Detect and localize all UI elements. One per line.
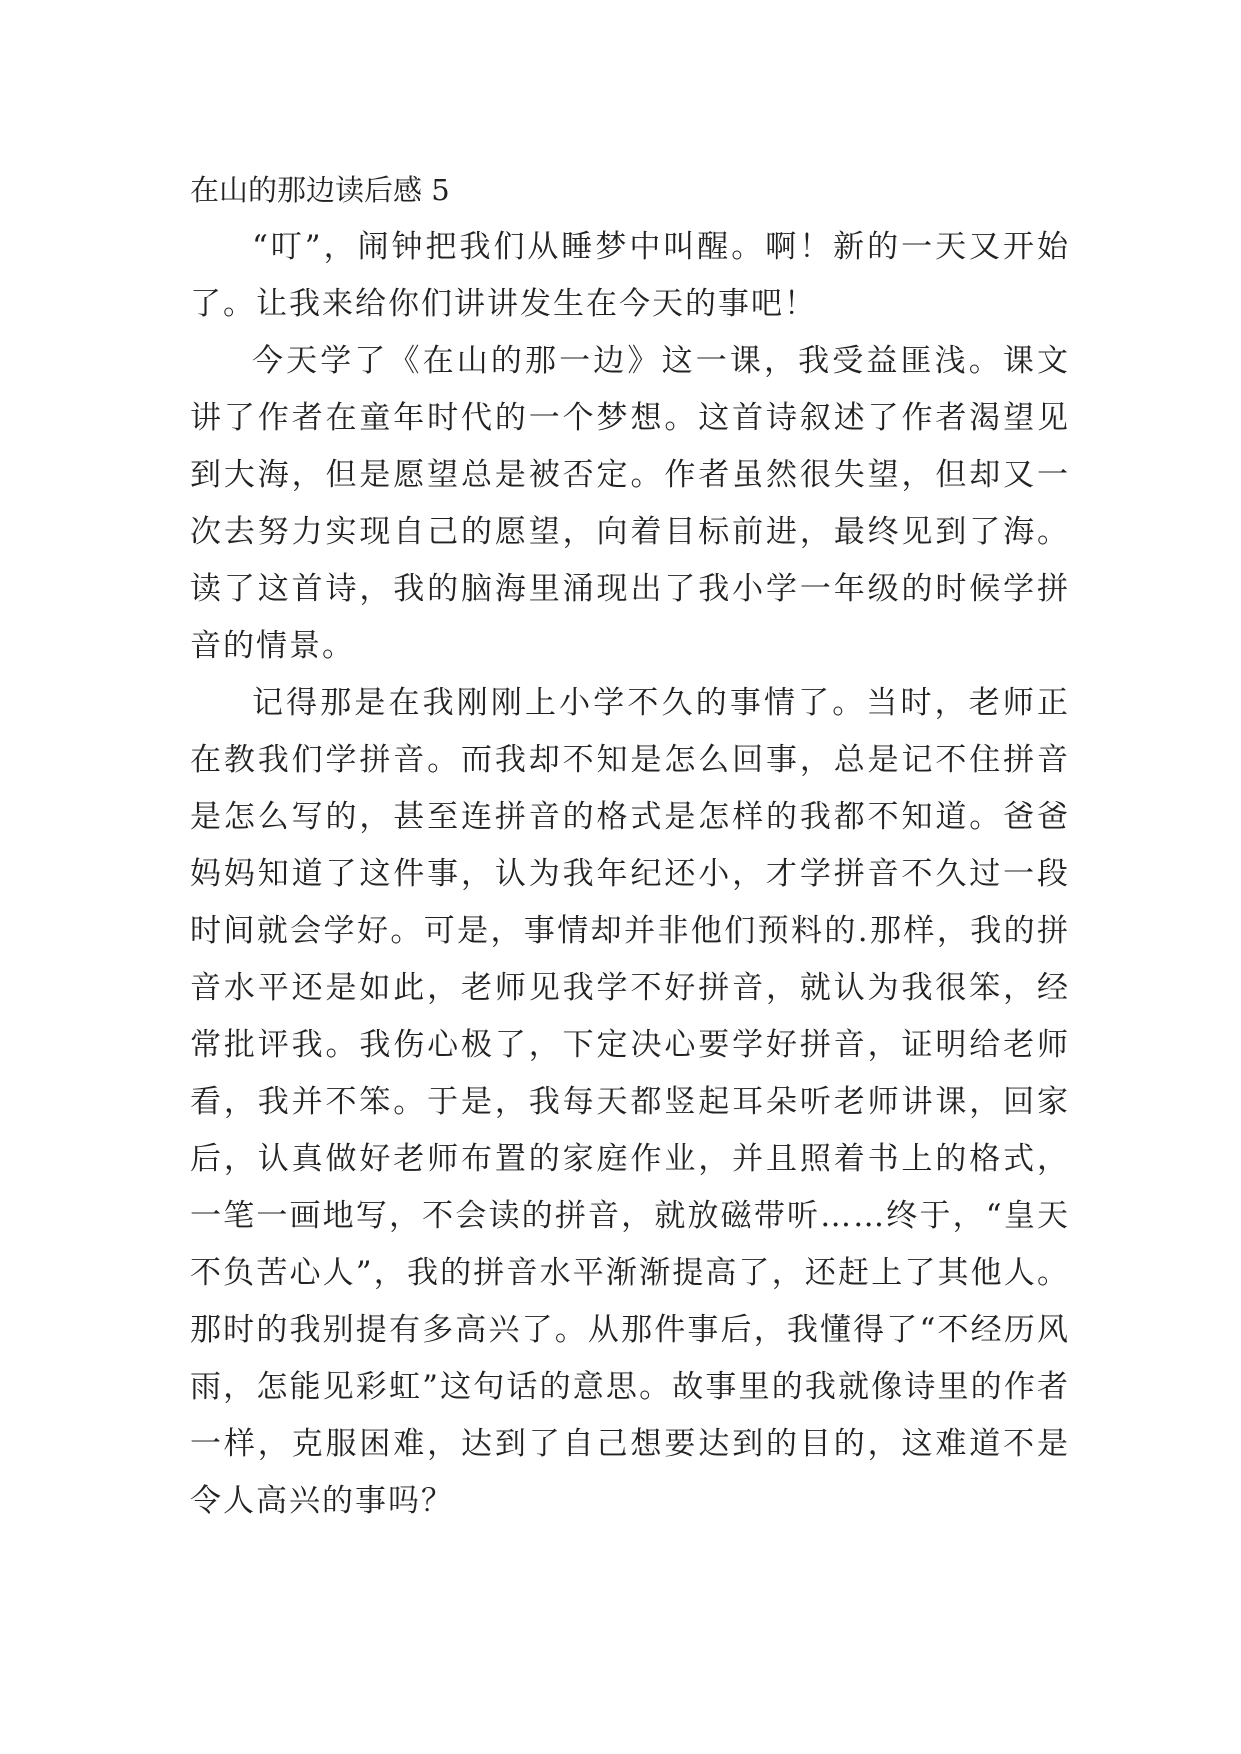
paragraph-1: “叮”，闹钟把我们从睡梦中叫醒。啊！新的一天又开始了。让我来给你们讲讲发生在今天的事吧！ [190, 229, 1070, 322]
paragraph-3: 记得那是在我刚刚上小学不久的事情了。当时，老师正在教我们学拼音。而我却不知是怎么回事，总是记不住拼音是怎么写的，甚至连拼音的格式是怎样的我都不知道。爸爸妈妈知道了这件事，认为我年纪还小，才学拼音不久过一段时间就会学好。可是，事情却并非他们预料的.那样，我的拼音水平还是如此，老师见我学不好拼音，就认为我很笨，经常批评我。我伤心极了，下定决心要学好拼音，证明给老师看，我并不笨。于是，我每天都竖起耳朵听老师讲课，回家后，认真做好老师布置的家庭作业，并且照着书上的格式，一笔一画地写，不会读的拼音，就放磁带听……终于，“皇天不负苦心人”，我的拼音水平渐渐提高了，还赶上了其他人。那时的我别提有多高兴了。从那件事后，我懂得了“不经历风雨，怎能见彩虹”这句话的意思。故事里的我就像诗里的作者一样，克服困难，达到了自己想要达到的目的，这难道不是令人高兴的事吗？ [190, 685, 1070, 1519]
document-title: 在山的那边读后感 5 [190, 173, 450, 207]
document-body [190, 162, 1070, 1530]
paragraph-2: 今天学了《在山的那一边》这一课，我受益匪浅。课文讲了作者在童年时代的一个梦想。这首诗叙述了作者渴望见到大海，但是愿望总是被否定。作者虽然很失望，但却又一次去努力实现自己的愿望，向着目标前进，最终见到了海。读了这首诗，我的脑海里涌现出了我小学一年级的时候学拼音的情景。 [190, 343, 1070, 664]
